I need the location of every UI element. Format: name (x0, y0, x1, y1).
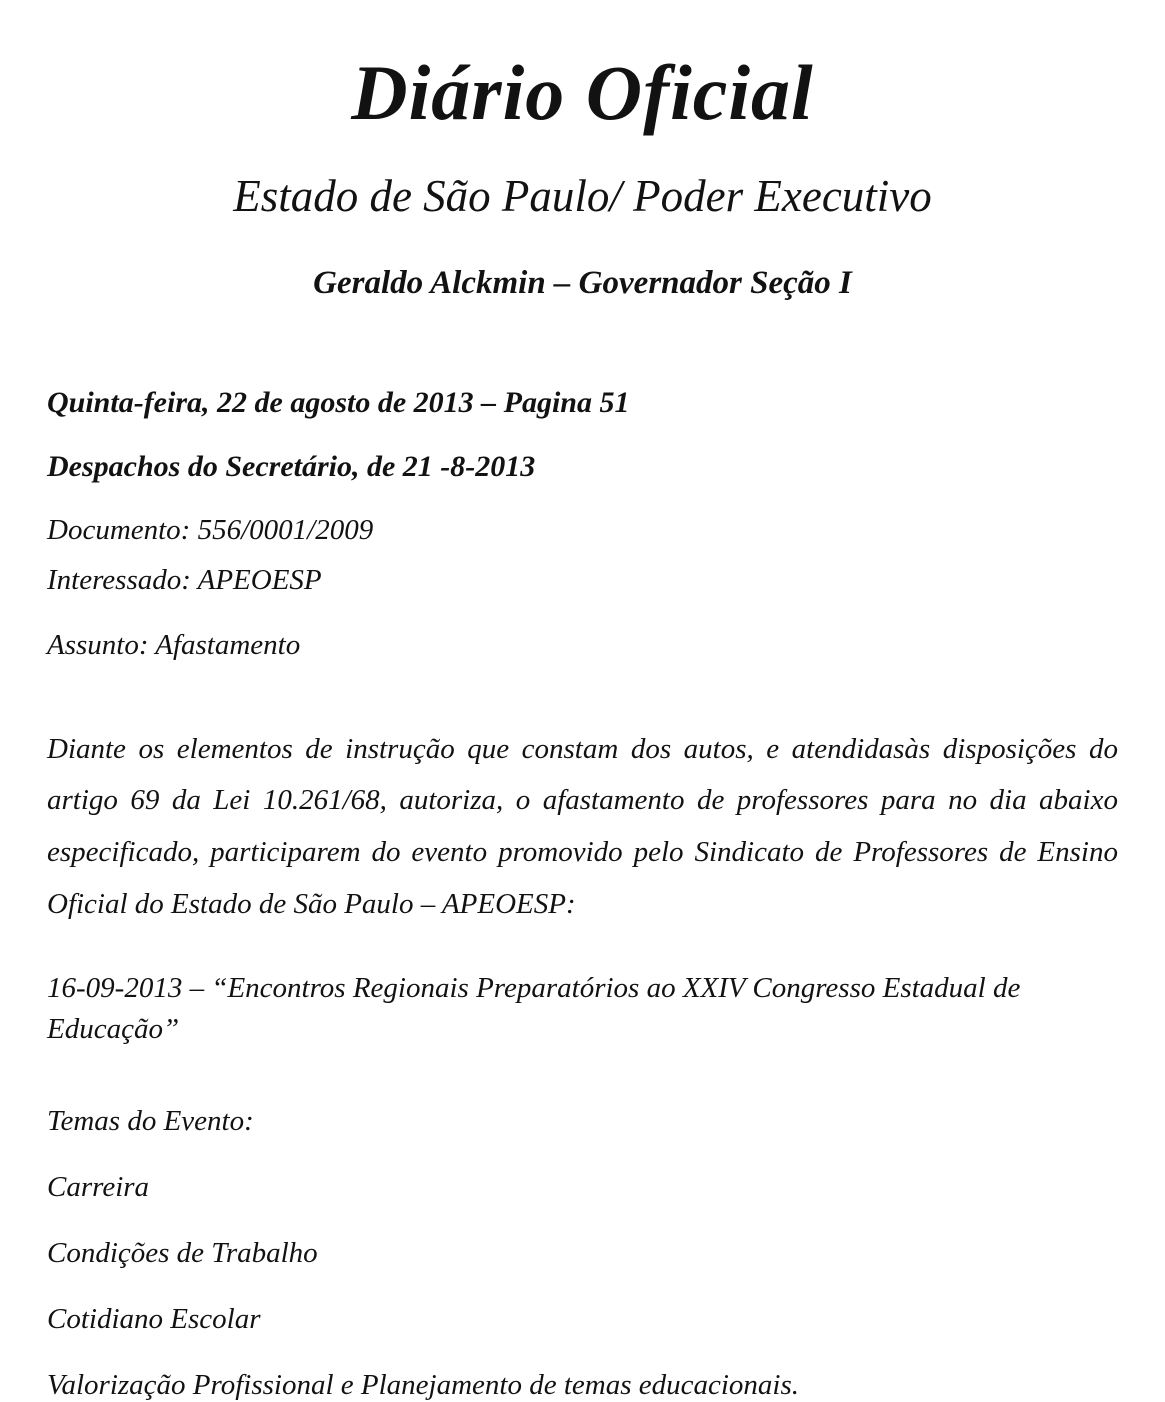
theme-item-work-conditions: Condições de Trabalho (47, 1237, 318, 1270)
event-date-line: 16-09-2013 – “Encontros Regionais Preparatórios ao XXIV Congresso Estadual de Educação” (47, 972, 1021, 1045)
dispatch-heading: Despachos do Secretário, de 21 -8-2013 (47, 449, 536, 483)
governor-line: Geraldo Alckmin – Governador Seção I (313, 265, 852, 302)
subject-line: Assunto: Afastamento (47, 628, 301, 661)
document-number: Documento: 556/0001/2009 (47, 513, 374, 546)
page-title: Diário Oficial (351, 49, 814, 136)
page-subtitle: Estado de São Paulo/ Poder Executivo (233, 170, 932, 221)
theme-item-career: Carreira (47, 1171, 150, 1204)
theme-item-school-daily-life: Cotidiano Escolar (47, 1303, 261, 1336)
main-paragraph: Diante os elementos de instrução que constam dos autos, e atendidasàs disposições do artigo 69 da Lei 10.261/68, autoriza, o afastamento de professores para no dia abaixo especificado, participarem do evento promovido pelo Sindicato de Professores de Ensino Oficial do Estado de São Paulo – APEOESP: (47, 732, 1118, 920)
theme-item-professional-valorization: Valorização Profissional e Planejamento de temas educacionais. (47, 1369, 800, 1402)
themes-heading: Temas do Evento: (47, 1105, 254, 1138)
interested-party: Interessado: APEOESP (47, 563, 322, 596)
date-page-line: Quinta-feira, 22 de agosto de 2013 – Pagina 51 (47, 385, 630, 419)
